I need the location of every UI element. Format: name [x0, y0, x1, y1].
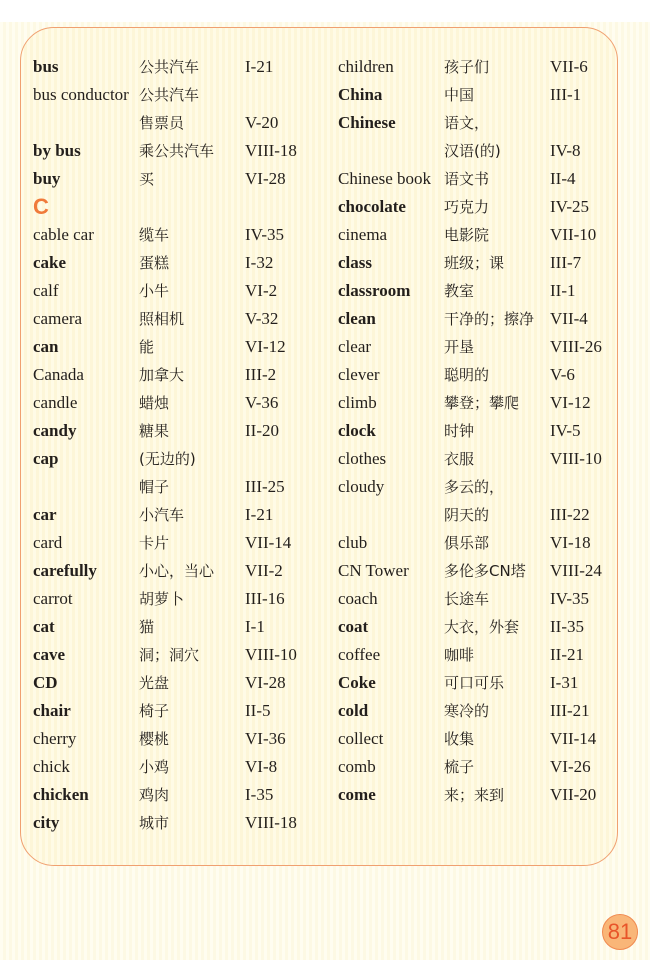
unit-reference: III-22	[550, 505, 590, 524]
unit-reference: VII-20	[550, 785, 597, 804]
chinese-meaning: (无边的)	[139, 450, 196, 468]
chinese-meaning: 俱乐部	[444, 534, 490, 552]
unit-reference: VIII-10	[245, 645, 297, 664]
english-word: Chinese book	[338, 169, 432, 188]
english-word: climb	[338, 393, 377, 412]
english-word: comb	[338, 757, 376, 776]
unit-reference: VI-26	[550, 757, 591, 776]
chinese-meaning: 教室	[444, 282, 475, 300]
chinese-meaning: 蛋糕	[139, 254, 170, 272]
unit-reference: II-20	[245, 421, 279, 440]
english-word: clean	[338, 309, 376, 328]
chinese-meaning: 电影院	[444, 226, 490, 244]
unit-reference: VII-14	[550, 729, 597, 748]
english-word: clever	[338, 365, 380, 384]
english-word: CN Tower	[338, 561, 409, 580]
chinese-meaning: 卡片	[139, 534, 170, 552]
english-word: children	[338, 57, 394, 76]
unit-reference: VIII-18	[245, 813, 297, 832]
chinese-meaning: 买	[139, 170, 155, 188]
chinese-meaning: 照相机	[139, 310, 185, 328]
chinese-meaning: 缆车	[139, 226, 170, 244]
chinese-meaning: 干净的；擦净	[444, 310, 535, 328]
english-word: classroom	[338, 281, 411, 300]
english-word: cinema	[338, 225, 388, 244]
unit-reference: IV-5	[550, 421, 581, 440]
unit-reference: V-32	[245, 309, 279, 328]
chinese-meaning: 猫	[139, 618, 155, 636]
english-word: carefully	[33, 561, 97, 580]
chinese-meaning: 孩子们	[444, 58, 490, 76]
english-word: chocolate	[338, 197, 406, 216]
english-word: cold	[338, 701, 369, 720]
chinese-meaning: 帽子	[139, 478, 170, 496]
unit-reference: IV-35	[245, 225, 285, 244]
chinese-meaning: 来；来到	[444, 786, 505, 804]
unit-reference: VI-8	[245, 757, 278, 776]
chinese-meaning: 时钟	[444, 422, 475, 440]
unit-reference: I-21	[245, 505, 274, 524]
unit-reference: VIII-10	[550, 449, 602, 468]
unit-reference: V-36	[245, 393, 279, 412]
unit-reference: IV-35	[550, 589, 590, 608]
page-number: 81	[602, 914, 638, 950]
chinese-meaning: 蜡烛	[139, 394, 170, 412]
chinese-meaning: 多伦多CN塔	[444, 562, 526, 580]
english-word: by bus	[33, 141, 81, 160]
unit-reference: III-2	[245, 365, 277, 384]
chinese-meaning: 樱桃	[139, 730, 170, 748]
unit-reference: VII-6	[550, 57, 588, 76]
chinese-meaning: 衣服	[444, 450, 475, 468]
unit-reference: VI-36	[245, 729, 286, 748]
english-word: coach	[338, 589, 378, 608]
unit-reference: VIII-18	[245, 141, 297, 160]
glossary-panel	[20, 27, 618, 866]
unit-reference: VI-2	[245, 281, 278, 300]
chinese-meaning: 大衣，外套	[444, 618, 520, 636]
english-word: calf	[33, 281, 59, 300]
english-word: bus conductor	[33, 85, 129, 104]
english-word: can	[33, 337, 59, 356]
unit-reference: I-32	[245, 253, 274, 272]
chinese-meaning: 中国	[444, 86, 475, 104]
english-word: buy	[33, 169, 61, 188]
english-word: cap	[33, 449, 59, 468]
chinese-meaning: 小汽车	[139, 506, 185, 524]
chinese-meaning: 梳子	[444, 758, 475, 776]
unit-reference: I-35	[245, 785, 274, 804]
english-word: carrot	[33, 589, 73, 608]
unit-reference: II-1	[550, 281, 576, 300]
chinese-meaning: 巧克力	[444, 198, 490, 216]
unit-reference: III-7	[550, 253, 582, 272]
unit-reference: VI-12	[245, 337, 286, 356]
english-word: club	[338, 533, 368, 552]
english-word: Chinese	[338, 113, 396, 132]
chinese-meaning: 可口可乐	[444, 674, 505, 692]
top-margin	[0, 0, 650, 22]
english-word: clock	[338, 421, 376, 440]
unit-reference: VII-10	[550, 225, 597, 244]
unit-reference: VIII-24	[550, 561, 602, 580]
chinese-meaning: 小牛	[139, 282, 170, 300]
english-word: cat	[33, 617, 55, 636]
chinese-meaning: 售票员	[139, 114, 185, 132]
english-word: chicken	[33, 785, 89, 804]
english-word: chick	[33, 757, 70, 776]
chinese-meaning: 光盘	[139, 674, 170, 692]
unit-reference: VI-18	[550, 533, 591, 552]
chinese-meaning: 咖啡	[444, 646, 475, 664]
english-word: class	[338, 253, 372, 272]
english-word: China	[338, 85, 383, 104]
english-word: clothes	[338, 449, 387, 468]
unit-reference: V-6	[550, 365, 575, 384]
english-word: clear	[338, 337, 372, 356]
unit-reference: III-21	[550, 701, 590, 720]
chinese-meaning: 班级；课	[444, 254, 505, 272]
english-word: car	[33, 505, 57, 524]
chinese-meaning: 语文，	[444, 114, 490, 132]
english-word: cherry	[33, 729, 77, 748]
unit-reference: III-25	[245, 477, 285, 496]
chinese-meaning: 公共汽车	[139, 86, 200, 104]
unit-reference: IV-25	[550, 197, 590, 216]
english-word: card	[33, 533, 63, 552]
english-word: come	[338, 785, 376, 804]
english-word: camera	[33, 309, 83, 328]
unit-reference: I-21	[245, 57, 274, 76]
chinese-meaning: 胡萝卜	[139, 590, 185, 608]
unit-reference: III-16	[245, 589, 285, 608]
english-word: cave	[33, 645, 66, 664]
unit-reference: VII-14	[245, 533, 292, 552]
english-word: candle	[33, 393, 78, 412]
english-word: collect	[338, 729, 384, 748]
unit-reference: VII-4	[550, 309, 588, 328]
chinese-meaning: 椅子	[139, 702, 170, 720]
unit-reference: III-1	[550, 85, 582, 104]
english-word: bus	[33, 57, 59, 76]
english-word: cable car	[33, 225, 94, 244]
unit-reference: VI-12	[550, 393, 591, 412]
english-word: coffee	[338, 645, 381, 664]
unit-reference: VII-2	[245, 561, 283, 580]
chinese-meaning: 鸡肉	[139, 786, 170, 804]
chinese-meaning: 洞；洞穴	[139, 646, 200, 664]
section-letter: C	[33, 194, 49, 219]
unit-reference: II-35	[550, 617, 584, 636]
english-word: city	[33, 813, 60, 832]
chinese-meaning: 长途车	[444, 590, 490, 608]
chinese-meaning: 寒冷的	[444, 702, 490, 720]
english-word: chair	[33, 701, 71, 720]
unit-reference: II-21	[550, 645, 584, 664]
english-word: cloudy	[338, 477, 385, 496]
chinese-meaning: 能	[139, 338, 155, 356]
chinese-meaning: 加拿大	[139, 366, 185, 384]
chinese-meaning: 乘公共汽车	[139, 142, 215, 160]
chinese-meaning: 城市	[139, 814, 170, 832]
unit-reference: II-4	[550, 169, 576, 188]
english-word: CD	[33, 673, 58, 692]
unit-reference: V-20	[245, 113, 279, 132]
english-word: Canada	[33, 365, 84, 384]
unit-reference: VI-28	[245, 673, 286, 692]
chinese-meaning: 聪明的	[444, 366, 490, 384]
chinese-meaning: 小鸡	[139, 758, 170, 776]
chinese-meaning: 汉语(的)	[444, 142, 501, 160]
chinese-meaning: 阴天的	[444, 506, 490, 524]
unit-reference: I-1	[245, 617, 265, 636]
chinese-meaning: 攀登；攀爬	[444, 394, 520, 412]
chinese-meaning: 糖果	[139, 422, 170, 440]
english-word: coat	[338, 617, 369, 636]
chinese-meaning: 公共汽车	[139, 58, 200, 76]
chinese-meaning: 收集	[444, 730, 475, 748]
chinese-meaning: 语文书	[444, 170, 490, 188]
unit-reference: VI-28	[245, 169, 286, 188]
unit-reference: I-31	[550, 673, 579, 692]
english-word: Coke	[338, 673, 376, 692]
chinese-meaning: 开垦	[444, 338, 475, 356]
english-word: candy	[33, 421, 77, 440]
chinese-meaning: 多云的，	[444, 478, 505, 496]
chinese-meaning: 小心，当心	[139, 562, 215, 580]
unit-reference: II-5	[245, 701, 271, 720]
english-word: cake	[33, 253, 67, 272]
unit-reference: VIII-26	[550, 337, 602, 356]
unit-reference: IV-8	[550, 141, 581, 160]
